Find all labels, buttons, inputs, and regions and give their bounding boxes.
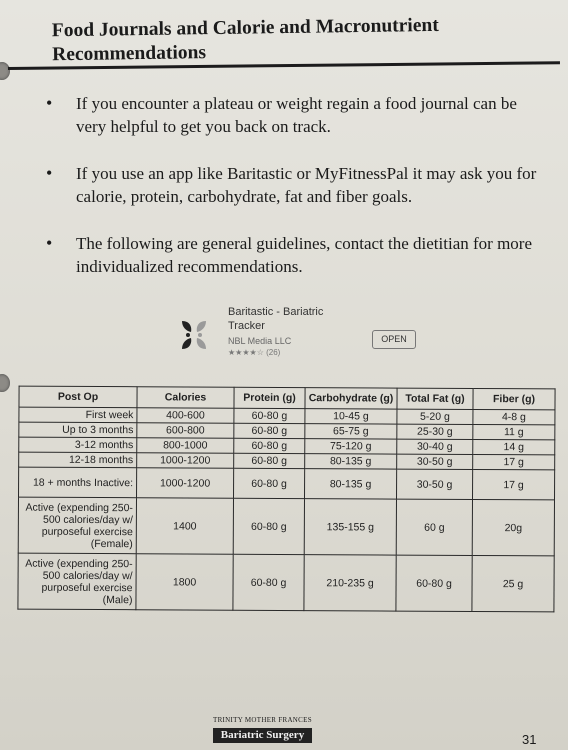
page-title: Food Journals and Calorie and Macronutrient Recommendations <box>51 14 439 66</box>
app-name: Baritastic - Bariatric Tracker <box>228 306 324 332</box>
table-cell: 17 g <box>473 469 555 499</box>
table-cell: 20g <box>472 499 554 555</box>
nutrition-table <box>17 386 555 613</box>
bullet-icon: • <box>46 163 53 183</box>
binder-hole <box>0 62 10 80</box>
open-button: OPEN <box>372 330 416 349</box>
table-cell: 60-80 g <box>234 438 305 453</box>
table-cell: First week <box>19 407 137 423</box>
table-cell: 10-45 g <box>305 409 397 424</box>
table-cell: 80-135 g <box>305 454 397 469</box>
table-cell: 4-8 g <box>473 409 555 424</box>
app-store-card <box>176 305 416 365</box>
bullet-text: If you use an app like Baritastic or MyFitnessPal it may ask you for calorie, protein, carbohydrate, fat and fiber goals. <box>76 164 537 206</box>
table-row <box>19 467 555 500</box>
app-rating: ★★★★☆ (26) <box>228 348 281 357</box>
bullet-icon: • <box>46 93 53 113</box>
table-cell: 3-12 months <box>19 437 137 453</box>
table-cell: 60-80 g <box>233 554 304 610</box>
baritastic-logo-icon <box>176 317 212 353</box>
column-header: Carbohydrate (g) <box>305 388 397 409</box>
table-cell: 11 g <box>473 424 555 439</box>
table-cell: 60-80 g <box>234 423 305 438</box>
page-number: 31 <box>522 732 537 747</box>
table-cell: Up to 3 months <box>19 422 137 438</box>
table-cell: 25-30 g <box>397 424 473 439</box>
table-cell: 30-40 g <box>397 439 473 454</box>
bariatric-surgery-logo <box>213 706 313 746</box>
table-cell: 1800 <box>136 554 233 611</box>
bullet-list <box>44 92 544 302</box>
table-cell: 75-120 g <box>305 439 397 454</box>
bullet-item <box>44 162 544 208</box>
table-cell: 80-135 g <box>305 469 397 499</box>
column-header: Fiber (g) <box>473 388 555 409</box>
binder-hole <box>0 374 10 392</box>
table-cell: 600-800 <box>137 423 234 439</box>
table-cell: 1000-1200 <box>137 453 234 469</box>
table-header-row <box>19 386 555 410</box>
table-cell: 30-50 g <box>397 454 473 469</box>
logo-bar-text: Bariatric Surgery <box>213 728 312 743</box>
table-cell: 65-75 g <box>305 424 397 439</box>
table-cell: 210-235 g <box>304 555 396 611</box>
table-cell: 135-155 g <box>304 499 396 555</box>
table-cell: 17 g <box>473 454 555 469</box>
table-cell: 1400 <box>136 498 233 555</box>
bullet-item <box>44 92 544 138</box>
table-row <box>18 497 554 556</box>
table-cell: 800-1000 <box>137 438 234 454</box>
column-header: Calories <box>137 387 234 409</box>
bullet-item <box>44 232 544 278</box>
table-cell: Active (expending 250-500 calories/day w/ purposeful exercise (Male) <box>18 553 136 610</box>
table-cell: 60-80 g <box>396 555 472 611</box>
bullet-icon: • <box>46 233 53 253</box>
app-developer: NBL Media LLC <box>228 336 292 346</box>
table-cell: Active (expending 250-500 calories/day w/ purposeful exercise (Female) <box>18 497 136 554</box>
column-header: Protein (g) <box>234 387 305 408</box>
table-cell: 30-50 g <box>397 469 473 499</box>
table-cell: 400-600 <box>137 408 234 424</box>
table-cell: 1000-1200 <box>137 468 234 499</box>
table-cell: 18 + months Inactive: <box>19 467 137 498</box>
logo-top-text: TRINITY MOTHER FRANCES <box>213 716 312 724</box>
table-cell: 12-18 months <box>19 452 137 468</box>
table-cell: 5-20 g <box>397 409 473 424</box>
table-cell: 60-80 g <box>234 468 305 498</box>
table-cell: 60-80 g <box>234 408 305 423</box>
bullet-text: If you encounter a plateau or weight regain a food journal can be very helpful to get you back on track. <box>76 94 517 136</box>
table-cell: 60-80 g <box>233 498 304 554</box>
table-cell: 60-80 g <box>234 453 305 468</box>
table-cell: 14 g <box>473 439 555 454</box>
bullet-text: The following are general guidelines, contact the dietitian for more individualized recommendations. <box>76 234 532 276</box>
table-cell: 25 g <box>472 555 554 611</box>
column-header: Post Op <box>19 386 137 408</box>
table-row <box>18 553 554 612</box>
table-cell: 60 g <box>396 499 472 555</box>
column-header: Total Fat (g) <box>397 388 473 409</box>
